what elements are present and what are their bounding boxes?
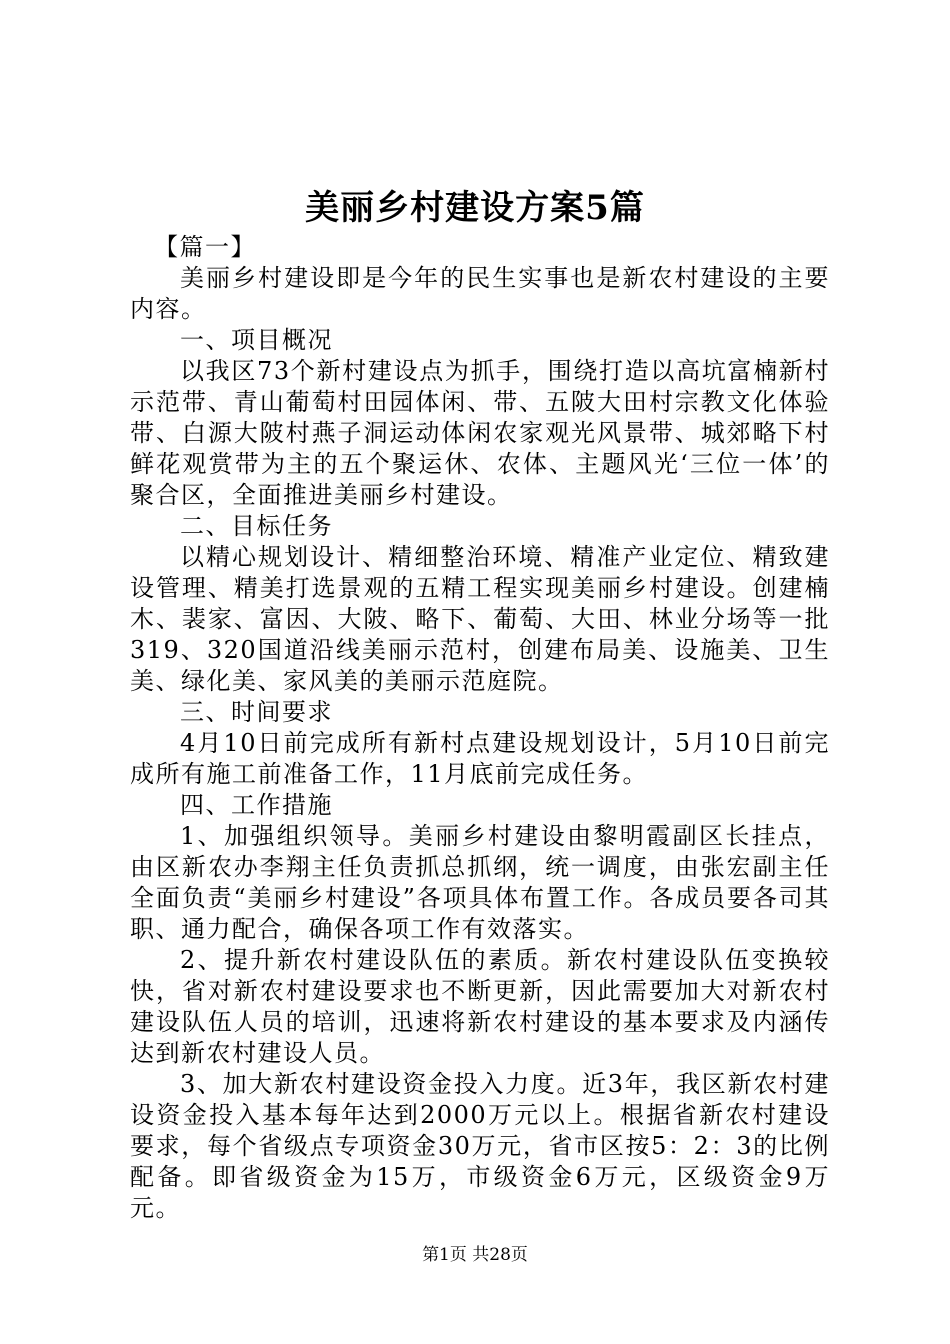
heading-goals: 二、目标任务 bbox=[180, 512, 333, 540]
document-title: 美丽乡村建设方案5篇 bbox=[305, 188, 645, 228]
paragraph-measure-1: 1、加强组织领导。美丽乡村建设由黎明霞副区长挂点，由区新农办李翔主任负责抓总抓纲，统一调度，由张宏副主任全面负责“美丽乡村建设”各项具体布置工作。各成员要各司其职、通力配合，确保各项工作有效落实。 bbox=[130, 822, 830, 943]
page-footer: 第1页 共28页 bbox=[422, 1245, 528, 1265]
paragraph-intro: 美丽乡村建设即是今年的民生实事也是新农村建设的主要内容。 bbox=[130, 264, 830, 323]
heading-timeline: 三、时间要求 bbox=[180, 698, 333, 726]
document-body bbox=[130, 232, 830, 1224]
paragraph-measure-3: 3、加大新农村建设资金投入力度。近3年，我区新农村建设资金投入基本每年达到2000万元以上。根据省新农村建设要求，每个省级点专项资金30万元，省市区按5：2：3的比例配备。即省级资金为15万，市级资金6万元，区级资金9万元。 bbox=[130, 1070, 830, 1222]
paragraph-goals: 以精心规划设计、精细整治环境、精准产业定位、精致建设管理、精美打选景观的五精工程实现美丽乡村建设。创建楠木、裴家、富因、大陂、略下、葡萄、大田、林业分场等一批319、320国道沿线美丽示范村，创建布局美、设施美、卫生美、绿化美、家风美的美丽示范庭院。 bbox=[130, 543, 830, 695]
paragraph-measure-2: 2、提升新农村建设队伍的素质。新农村建设队伍变换较快，省对新农村建设要求也不断更新，因此需要加大对新农村建设队伍人员的培训，迅速将新农村建设的基本要求及内涵传达到新农村建设人员。 bbox=[130, 946, 830, 1067]
heading-measures: 四、工作措施 bbox=[180, 791, 333, 819]
paragraph-project-overview: 以我区73个新村建设点为抓手，围绕打造以高坑富楠新村示范带、青山葡萄村田园体闲、带、五陂大田村宗教文化体验带、白源大陂村燕子洞运动体闲农家观光风景带、城郊略下村鲜花观赏带为主的五个聚运休、农体、主题风光‘三位一体’的聚合区，全面推进美丽乡村建设。 bbox=[130, 357, 830, 509]
section-label: 【篇一】 bbox=[154, 233, 256, 261]
heading-project-overview: 一、项目概况 bbox=[180, 326, 333, 354]
paragraph-timeline: 4月10日前完成所有新村点建设规划设计，5月10日前完成所有施工前准备工作，11月底前完成任务。 bbox=[130, 729, 830, 788]
